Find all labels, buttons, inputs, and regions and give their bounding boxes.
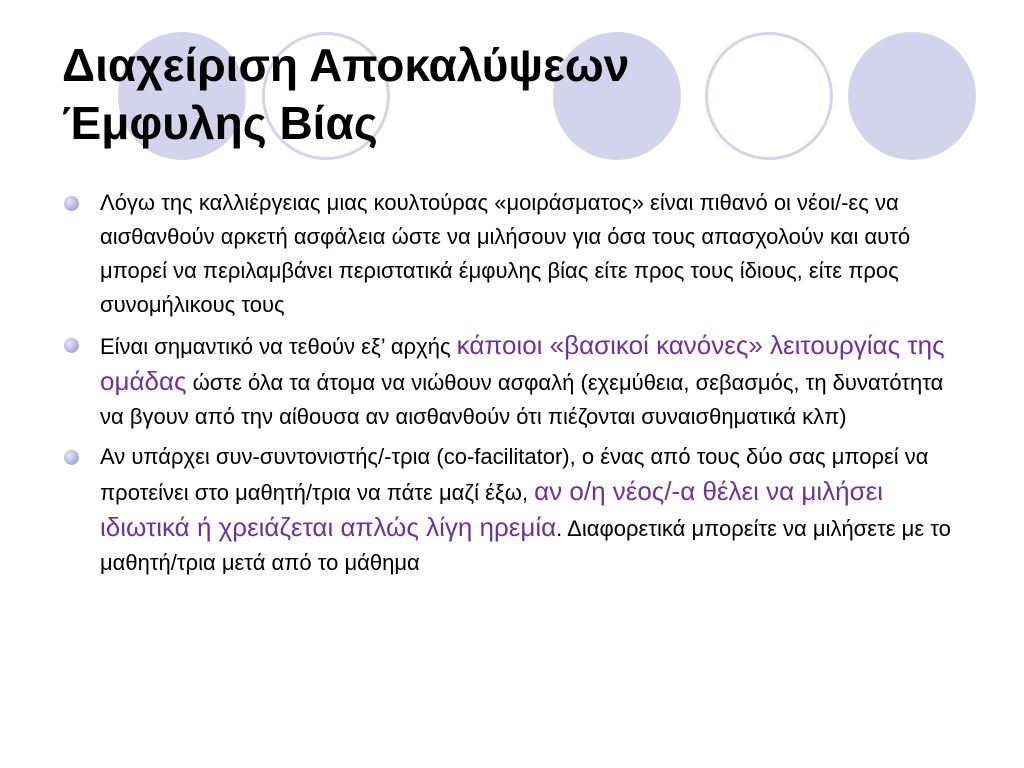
bullet-text: Λόγω της καλλιέργειας μιας κουλτούρας «μοιράσματος» είναι πιθανό οι νέοι/-ες να αισθανθούν αρκετή ασφάλεια ώστε να μιλήσουν για όσα τους απασχολούν και αυτό μπορεί να περιλαμβάνει περιστατικά έμφυλης βίας είτε προς τους ίδιους, είτε προς συνομήλικους τους xyxy=(100,190,911,317)
bullet-icon xyxy=(64,338,79,353)
bullet-text-after: ώστε όλα τα άτομα να νιώθουν ασφαλή (εχεμύθεια, σεβασμός, τη δυνατότητα να βγουν από την αίθουσα αν αισθανθούν ότι πιέζονται συναισθηματικά κλπ) xyxy=(100,370,944,429)
bullet-item-2 xyxy=(62,328,962,434)
decorative-circle-ring-2 xyxy=(705,32,833,160)
bullet-icon xyxy=(64,450,79,465)
slide-title-line-1: Διαχείριση Αποκαλύψεων xyxy=(62,39,630,91)
bullet-item-1 xyxy=(62,186,962,322)
bullet-highlight: κάποιοι «βασικοί κανόνες» λειτουργίας της ομάδας xyxy=(100,330,945,396)
bullet-text-before: Αν υπάρχει συν-συντονιστής/-τρια (co-facilitator), ο ένας από τους δύο σας μπορεί να προτείνει στο μαθητή/τρια να πάτε μαζί έξω, xyxy=(100,444,929,505)
decorative-circle-filled-3 xyxy=(848,32,976,160)
bullet-list xyxy=(62,186,962,586)
slide-title xyxy=(62,36,629,152)
bullet-icon xyxy=(64,196,79,211)
bullet-text-after: . Διαφορετικά μπορείτε να μιλήσετε με το μαθητή/τρια μετά από το μάθημα xyxy=(100,516,951,575)
bullet-item-3 xyxy=(62,440,962,580)
bullet-highlight: αν ο/η νέος/-α θέλει να μιλήσει ιδιωτικά ή χρειάζεται απλώς λίγη ηρεμία xyxy=(100,476,883,542)
bullet-text-before: Είναι σημαντικό να τεθούν εξ’ αρχής xyxy=(100,334,457,359)
slide-title-line-2: Έμφυλης Βίας xyxy=(62,97,378,149)
